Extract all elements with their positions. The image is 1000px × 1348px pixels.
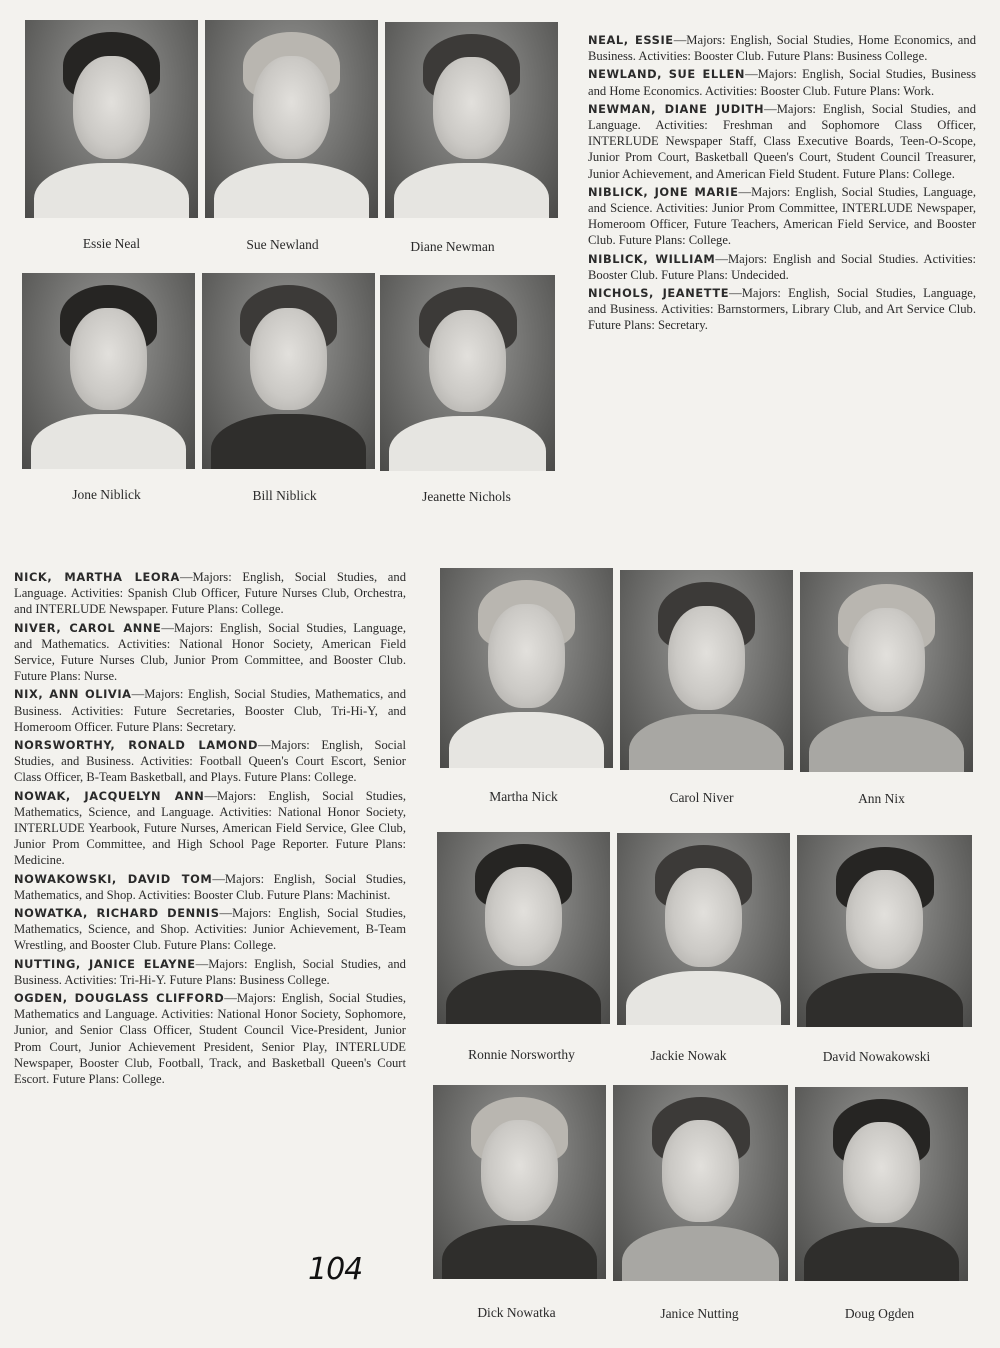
student-name: NEWMAN, DIANE JUDITH (588, 101, 765, 116)
portrait-caption: Doug Ogden (844, 1306, 915, 1321)
portrait-caption: Sue Newland (246, 237, 319, 252)
bio-entry (14, 990, 406, 1087)
student-name: NOWAK, JACQUELYN ANN (14, 788, 205, 803)
portrait-photo (797, 835, 972, 1027)
bio-text: —Majors: English, Social Studies, Mathematics, and Business. Activities: Future Secretaries, Booster Club, Tri-Hi-Y, and Homeroom Officer. Future Plans: Secretary. (14, 687, 406, 734)
portrait-photo (795, 1087, 968, 1281)
student-name: NIBLICK, WILLIAM (588, 251, 716, 266)
portrait-photo (380, 275, 555, 471)
student-name: NOWAKOWSKI, DAVID TOM (14, 871, 213, 886)
portrait-caption: Diane Newman (410, 239, 495, 254)
bio-entry (14, 620, 406, 685)
portrait-caption: Jackie Nowak (650, 1048, 727, 1063)
bio-text: —Majors: English, Social Studies, Mathematics, Science, and Language. Activities: National Honor Society, INTERLUDE Yearbook, Future Nurses, American Field Service, Glee Club, Junior Prom Committee, and High School Page Reporter. Future Plans: Medicine. (14, 788, 406, 868)
bio-text: —Majors: English, Social Studies, Home Economics, and Business. Activities: Booster Club. Future Plans: Business College. (588, 33, 976, 64)
bio-entry (588, 285, 976, 334)
bio-entry (14, 956, 406, 988)
bio-entry (14, 788, 406, 869)
student-name: NEAL, ESSIE (588, 33, 674, 47)
portrait-caption: Carol Niver (669, 790, 734, 805)
portrait-photo (440, 568, 613, 768)
portrait-photo (613, 1085, 788, 1281)
bio-entry (14, 871, 406, 903)
portrait-caption: Dick Nowatka (477, 1305, 556, 1320)
bio-entry (14, 686, 406, 735)
bio-entry (14, 905, 406, 954)
portrait-photo (22, 273, 195, 469)
portrait-photo (25, 20, 198, 218)
student-name: OGDEN, DOUGLASS CLIFFORD (14, 991, 225, 1006)
portrait-caption: Essie Neal (82, 236, 141, 251)
bio-entry (14, 569, 406, 618)
student-name: NOWATKA, RICHARD DENNIS (14, 906, 220, 921)
portrait-caption: Ann Nix (858, 791, 905, 806)
student-name: NIBLICK, JONE MARIE (588, 184, 739, 199)
portrait-photo (437, 832, 610, 1024)
page-number: 104 (308, 1252, 363, 1287)
bio-entry (588, 101, 976, 182)
bio-text: —Majors: English, Social Studies, and Business. Activities: Football Queen's Court Escort, Senior Class Officer, B-Team Basketball, and Plays. Future Plans: College. (14, 738, 406, 785)
student-name: NIVER, CAROL ANNE (14, 620, 162, 635)
portrait-caption: Janice Nutting (660, 1306, 739, 1321)
student-name: NUTTING, JANICE ELAYNE (14, 956, 196, 971)
bio-text: —Majors: English, Social Studies, Language, and Mathematics. Activities: National Honor Society, American Field Service, Future Nurses Club, Junior Prom Committee, and Booster Club. Future Plans: Nurse. (14, 620, 406, 684)
portrait-caption: Jeanette Nichols (422, 489, 511, 504)
portrait-photo (202, 273, 375, 469)
bio-text: —Majors: English, Social Studies, Mathematics, and Shop. Activities: Booster Club. Future Plans: Machinist. (14, 871, 406, 902)
portrait-caption: Ronnie Norsworthy (468, 1047, 575, 1062)
bio-entry (588, 66, 976, 98)
bio-text: —Majors: English, Social Studies, Mathematics and Language. Activities: National Honor Society, Sophomore, Junior, and Senior Class Officer, Student Council Vice-President, Junior Prom Court, Junior Achievement President, Senior Play, INTERLUDE Newspaper, Booster Club, Football, Track, and Basketball Queen's Court Escort. Future Plans: College. (14, 991, 407, 1087)
portrait-photo (433, 1085, 606, 1279)
student-name: NEWLAND, SUE ELLEN (588, 67, 746, 82)
bio-text: —Majors: English, Social Studies, and Language. Activities: Freshman and Sophomore Class Officer, INTERLUDE Newspaper Staff, Class Executive Boards, Teen-O-Scope, Junior Prom Court, Basketball Queen's Court, Student Council Treasurer, Junior Achievement, and American Field Student. Future Plans: College. (588, 101, 976, 181)
portrait-caption: Jone Niblick (72, 487, 141, 502)
portrait-photo (385, 22, 558, 218)
portrait-caption: David Nowakowski (822, 1049, 931, 1064)
student-name: NORSWORTHY, RONALD LAMOND (14, 738, 259, 753)
portrait-photo (617, 833, 790, 1025)
student-name: NICK, MARTHA LEORA (14, 570, 180, 584)
student-name: NICHOLS, JEANETTE (588, 286, 730, 301)
portrait-photo (205, 20, 378, 218)
bio-text: —Majors: English, Social Studies, Language, and Business. Activities: Barnstormers, Library Club, and Art Service Club. Future Plans: Secretary. (588, 286, 976, 333)
bio-text: —Majors: English, Social Studies, Language, and Science. Activities: Junior Prom Committee, INTERLUDE Newspaper, Homeroom Officer, Future Teachers, American Field Service, and Booster Club. Future Plans: College. (588, 184, 976, 248)
bio-entry (14, 737, 406, 786)
bio-text: —Majors: English, Social Studies, and Language. Activities: Spanish Club Officer, Future Nurses Club, Orchestra, and INTERLUDE Newspaper. Future Plans: College. (14, 570, 406, 617)
bio-text: —Majors: English and Social Studies. Activities: Booster Club. Future Plans: Undecided. (588, 251, 976, 282)
bio-column-top (588, 32, 976, 336)
student-name: NIX, ANN OLIVIA (14, 687, 132, 702)
bio-entry (588, 184, 976, 249)
bio-text: —Majors: English, Social Studies, Mathematics, Science, and Shop. Activities: Junior Achievement, B-Team Wrestling, and Booster Club. Future Plans: College. (14, 906, 406, 953)
portrait-photo (620, 570, 793, 770)
portrait-photo (800, 572, 973, 772)
bio-entry (588, 32, 976, 64)
portrait-caption: Martha Nick (489, 789, 558, 804)
bio-entry (588, 251, 976, 283)
bio-column-bottom (14, 569, 406, 1089)
bio-text: —Majors: English, Social Studies, Business and Home Economics. Activities: Booster Club. Future Plans: Work. (588, 67, 976, 98)
portrait-caption: Bill Niblick (252, 488, 317, 503)
bio-text: —Majors: English, Social Studies, and Business. Activities: Tri-Hi-Y. Future Plans: Business College. (14, 956, 406, 987)
